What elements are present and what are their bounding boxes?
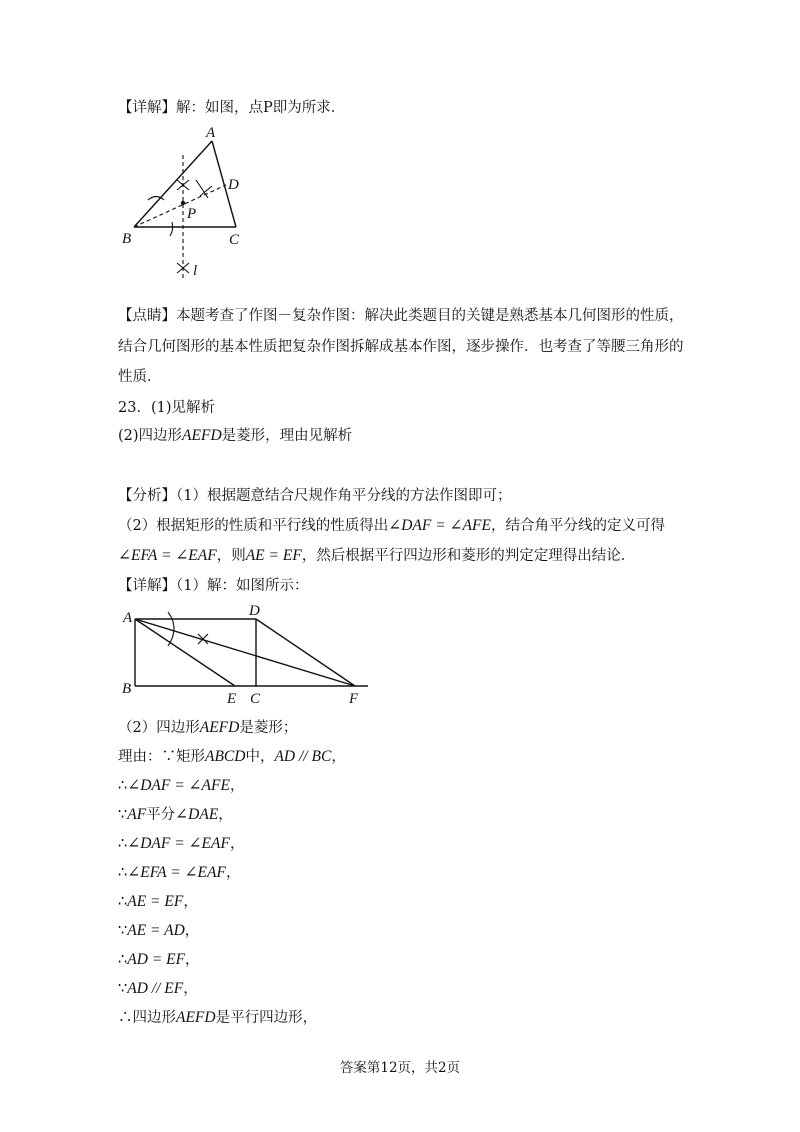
label-a: A <box>123 610 133 626</box>
proof-line-9 <box>118 950 200 970</box>
formula: ∠DAE <box>175 806 219 823</box>
page-footer: 答案第12页，共2页 <box>339 1060 461 1076</box>
label-d: D <box>249 603 260 619</box>
var-aefd: AEFD <box>199 719 240 736</box>
text-post: ， <box>229 836 245 852</box>
symbol: ∴ <box>118 836 128 852</box>
label-c: C <box>229 232 240 248</box>
segment-bd <box>134 185 226 227</box>
detail-heading-line: 【详解】解：如图，点P即为所求． <box>118 100 346 116</box>
formula-angle: ∠EFA = ∠EAF <box>118 547 217 564</box>
text-post: 是菱形，理由见解析 <box>221 428 353 444</box>
label-l: l <box>193 263 198 279</box>
label-b: B <box>122 231 132 247</box>
formula: AD = EF <box>127 951 186 968</box>
symbol: ∴ <box>118 778 128 794</box>
text-pre: 理由：∵矩形 <box>118 749 205 765</box>
var-aefd: AEFD <box>176 1009 216 1026</box>
comment-line-3: 性质． <box>118 369 162 385</box>
label-p: P <box>187 206 197 222</box>
segment-af <box>135 619 355 686</box>
formula: AF <box>127 806 147 823</box>
analysis-line-3 <box>118 546 635 566</box>
var-aefd: AEFD <box>182 427 222 444</box>
segment-df <box>256 619 355 686</box>
proof-line-11 <box>118 1008 317 1028</box>
symbol: ∵ <box>118 981 128 997</box>
text-post: 是平行四边形， <box>215 1010 318 1026</box>
text-mid: 平分 <box>146 807 176 823</box>
text-pre: （2）根据矩形的性质和平行线的性质得出 <box>118 518 389 534</box>
text-post: ， <box>218 807 233 823</box>
comment-line-2: 结合几何图形的基本性质把复杂作图拆解成基本作图，逐步操作．也考查了等腰三角形的 <box>118 339 684 355</box>
formula: ∠EFA = ∠EAF <box>127 864 226 881</box>
detail-line-1: 【详解】（1）解：如图所示： <box>118 578 309 594</box>
analysis-line-2 <box>118 516 665 536</box>
text-post: ， <box>331 749 346 765</box>
proof-line-3 <box>118 776 244 796</box>
text-post: ， <box>183 894 198 910</box>
label-a: A <box>206 125 216 141</box>
proof-line-1 <box>118 718 297 738</box>
label-f: F <box>349 691 359 707</box>
proof-line-5 <box>118 834 244 854</box>
point-p <box>181 201 185 205</box>
proof-line-2 <box>118 747 346 767</box>
proof-line-7 <box>118 892 198 912</box>
text-pre: （2）四边形 <box>118 720 200 736</box>
label-c: C <box>250 691 261 707</box>
proof-line-6 <box>118 863 240 883</box>
formula: ∠DAF = ∠AFE <box>127 777 230 794</box>
text-post: ， <box>185 952 200 968</box>
formula-parallel: AD // BC <box>274 748 332 765</box>
text-pre: ∴四边形 <box>118 1010 176 1026</box>
formula: ∠DAF = ∠EAF <box>127 835 230 852</box>
comment-line-1: 【点睛】本题考查了作图－复杂作图：解决此类题目的关键是熟悉基本几何图形的性质， <box>118 308 684 324</box>
formula: AE = AD <box>127 922 185 939</box>
formula-equal: AE = EF <box>245 547 302 564</box>
symbol: ∴ <box>118 894 128 910</box>
var-abcd: ABCD <box>205 748 246 765</box>
arc-mark-2 <box>170 222 173 236</box>
proof-line-4 <box>118 805 233 825</box>
text-pre: (2)四边形 <box>118 428 183 444</box>
text-post: ，结合角平分线的定义可得 <box>490 518 665 534</box>
label-e: E <box>227 691 237 707</box>
question-23-part2 <box>118 426 352 446</box>
proof-line-10 <box>118 979 198 999</box>
formula-angle: ∠DAF = ∠AFE <box>388 517 491 534</box>
label-b: B <box>122 681 132 697</box>
text-post: ， <box>229 778 245 794</box>
text-post: ， <box>183 981 198 997</box>
text-mid: 中， <box>245 749 275 765</box>
text-post: ，然后根据平行四边形和菱形的判定定理得出结论． <box>301 548 636 564</box>
analysis-line-1: 【分析】（1）根据题意结合尺规作角平分线的方法作图即可； <box>118 488 512 504</box>
label-d: D <box>228 177 239 193</box>
figure-triangle-construction <box>0 0 800 300</box>
proof-line-8 <box>118 921 199 941</box>
text-post: 是菱形； <box>239 720 298 736</box>
segment-ae <box>135 619 235 686</box>
text-post: ， <box>225 865 241 881</box>
question-23-part1: 23．(1)见解析 <box>118 400 215 416</box>
text-mid: ，则 <box>216 548 246 564</box>
symbol: ∴ <box>118 865 128 881</box>
symbol: ∴ <box>118 952 128 968</box>
formula: AE = EF <box>127 893 184 910</box>
cross-mark-2a <box>196 180 208 198</box>
symbol: ∵ <box>118 923 128 939</box>
formula: AD // EF <box>127 980 184 997</box>
text-post: ， <box>184 923 200 939</box>
symbol: ∵ <box>118 807 128 823</box>
segment-ab <box>134 141 212 227</box>
